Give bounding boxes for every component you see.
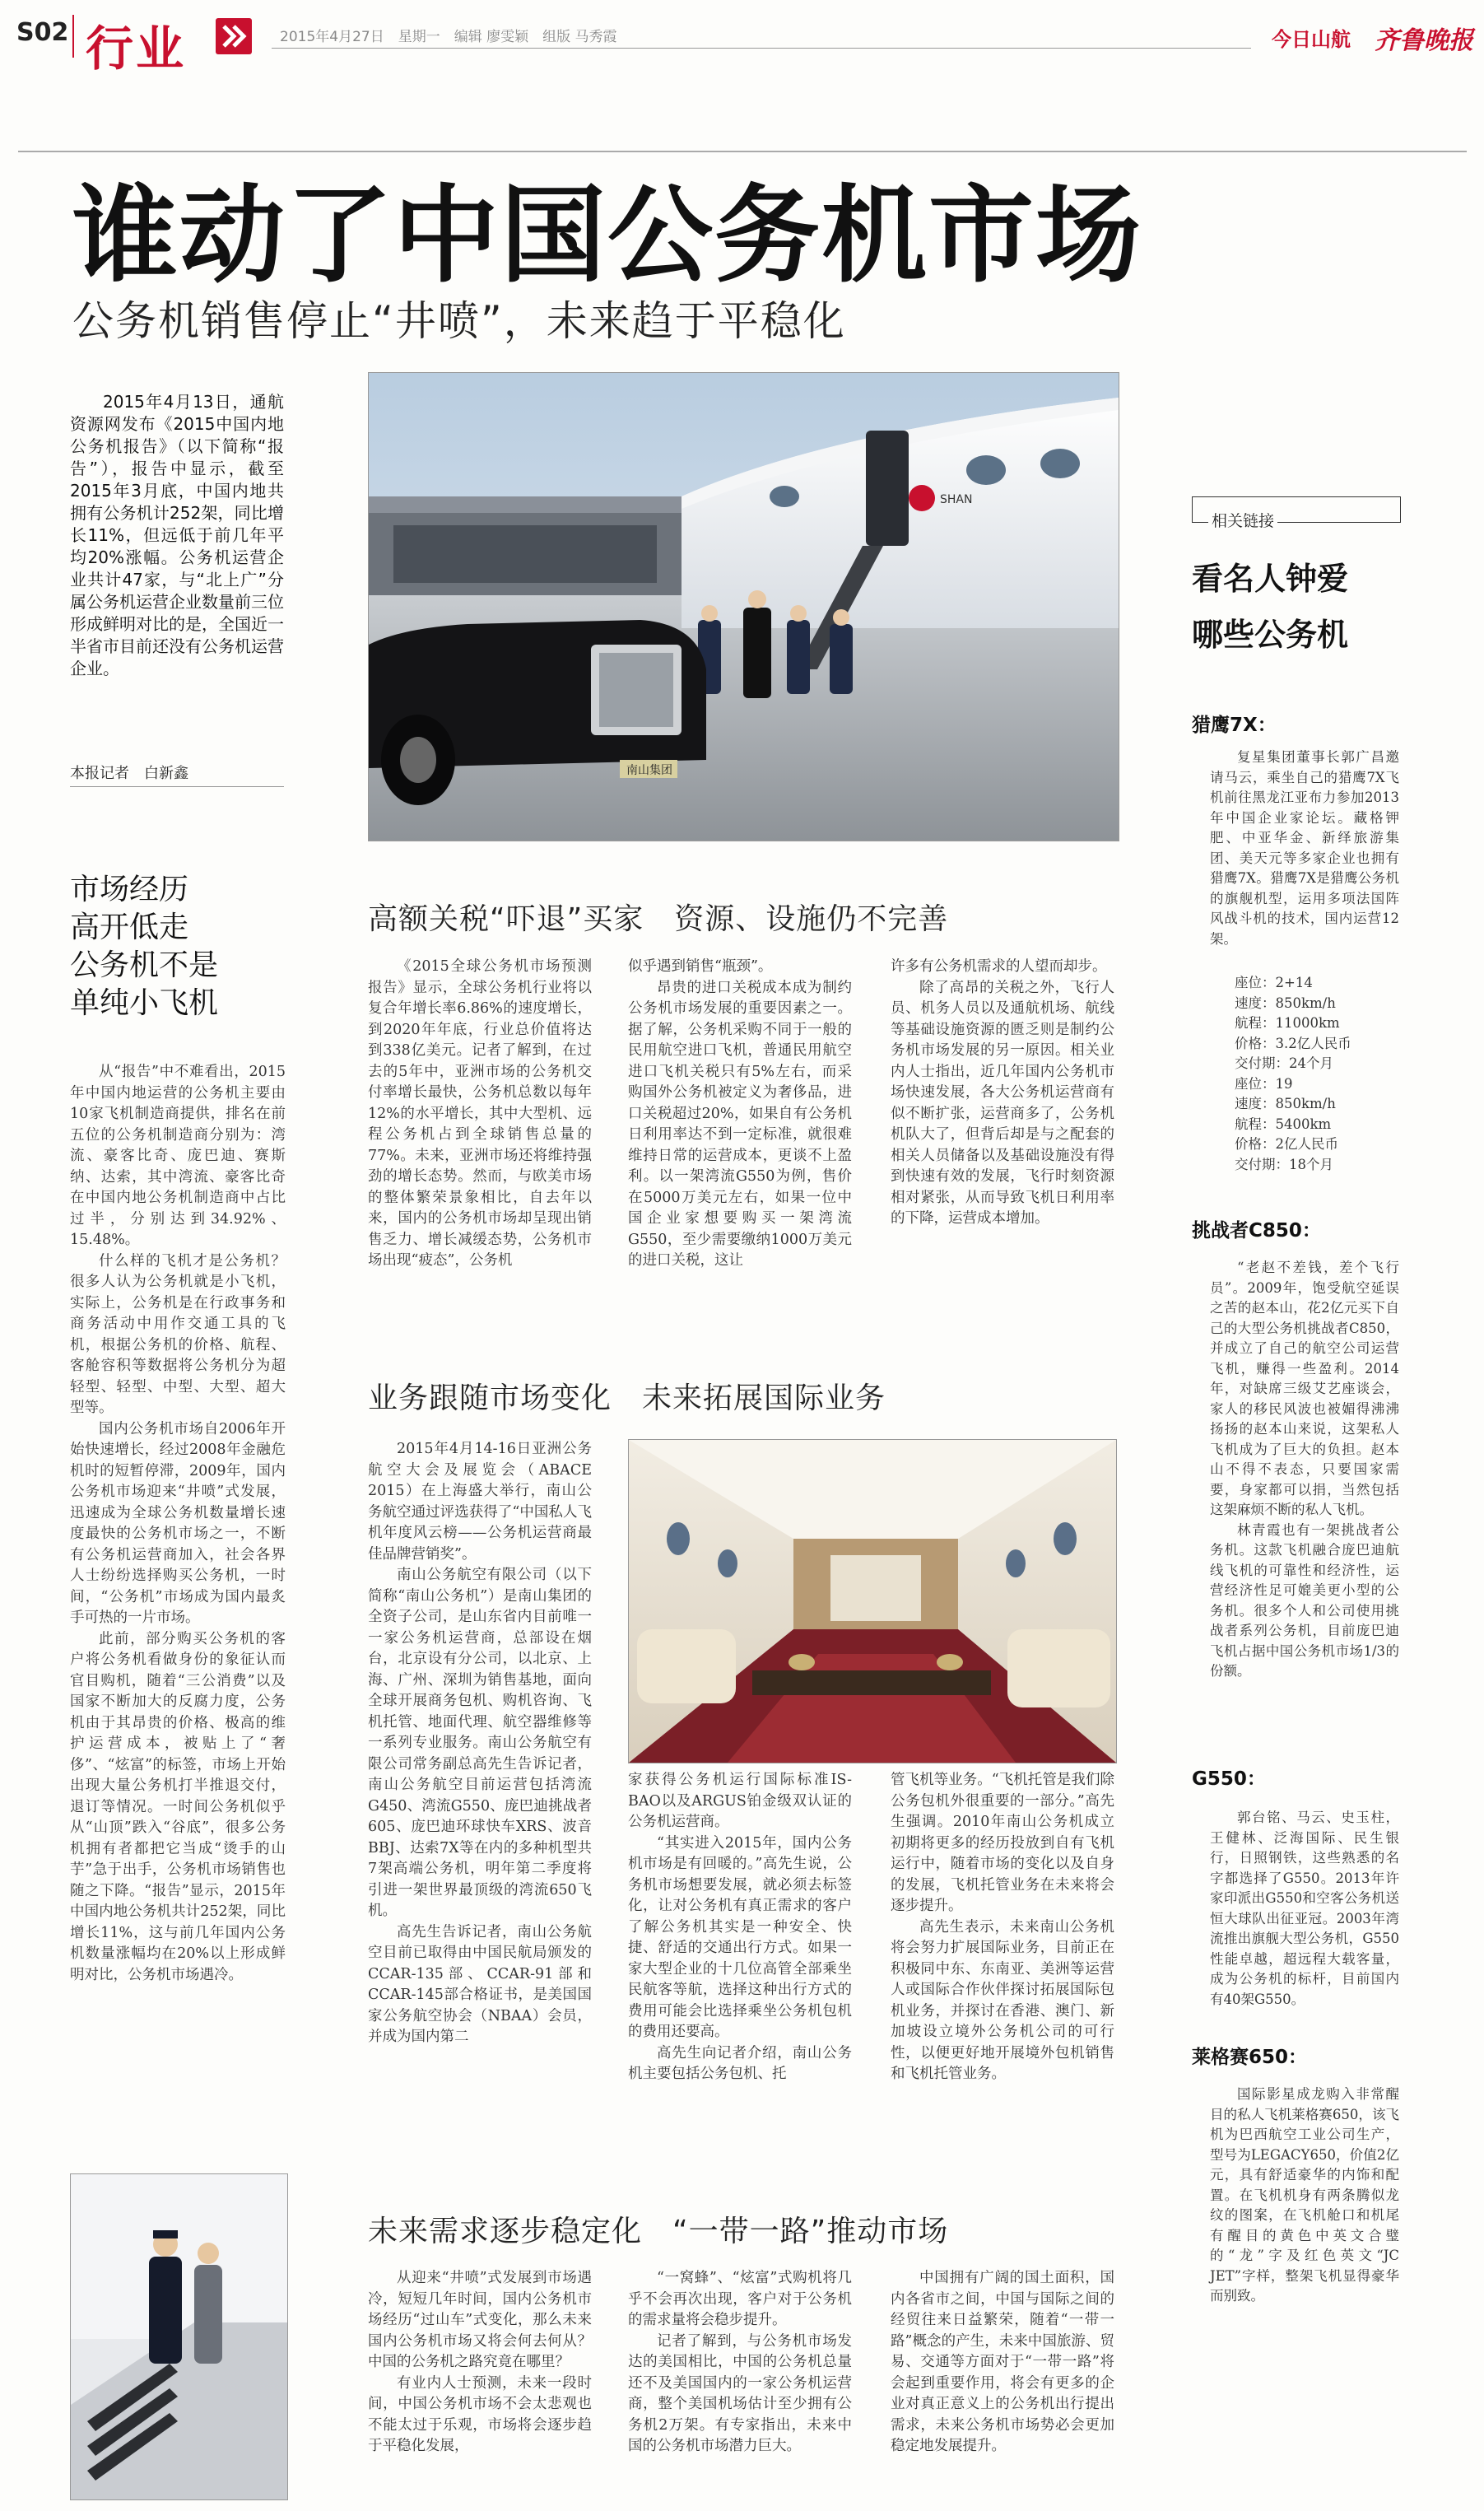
- sidebar-item-text: “老赵不差钱，差个飞行员”。2009年，饱受航空延误之苦的赵本山，花2亿元买下自己的大型公务机挑战者C850，并成立了自己的航空公司运营飞机，赚得一些盈利。2014年，对缺席三级艾艺座谈会，家人的移民风波也被媚得沸沸扬扬的赵本山来说，这架私人飞机成为了巨大的负担。赵本山不得不表态，只要国家需要，身家都可以捐，当然包括这架麻烦不断的私人飞机。 林青霞也有一架挑战者公务机。这款飞机融合庞巴迪航线飞机的可靠性和经济性，运营经济性足可媲美更小型的公务机。很多个人和公司使用挑战者系列公务机，目前庞巴迪飞机占据中国公务机市场1/3的份额。: [1210, 1260, 1399, 1679]
- crew-boarding-photo: [70, 2173, 288, 2500]
- section1-col-3: 许多有公务机需求的人望而却步。 除了高昂的关税之外，飞行人员、机务人员以及通航机场、航线等基础设施资源的匮乏则是制约公务机市场发展的另一原因。相关业内人士指出，近几年国内公务机市场快速发展，各大公务机运营商有似不断扩张，运营商多了，公务机机队大了，但背后却是与之配套的相关人员储备以及基础设施没有得到快速有效的发展，飞行时刻资源相对紧张，从而导致飞机日利用率的下降，运营成本增加。: [891, 958, 1114, 1227]
- section2-col-2: 家获得公务机运行国际标准IS-BAO以及ARGUS铂金级双认证的公务机运营商。 “其实进入2015年，国内公务机市场是有回暖的。”高先生说，公务机市场想要发展，就必须去标签化，让对公务机有真正需求的客户了解公务机其实是一种安全、快捷、舒适的交通出行方式。如果一家大型企业的十几位高管全部乘坐民航客等航，选择这种出行方式的费用可能会比选择乘坐公务机包机的费用还要高。 高先生向记者介绍，南山公务机主要包括公务包机、托: [628, 1772, 852, 2082]
- sidebar-item-name: 挑战者C850：: [1192, 1220, 1321, 1242]
- section3-title: 未来需求逐步稳定化 “一带一路”推动市场: [368, 2215, 949, 2248]
- left-section-body: 从“报告”中不难看出，2015年中国内地运营的公务机主要由10家飞机制造商提供，排名在前五位的公务机制造商分别为：湾流、豪客比奇、庞巴迪、赛斯纳、达索，其中湾流、豪客比奇在中国内地公务机制造商中占比过半，分别达到34.92%、15.48%。 什么样的飞机才是公务机？很多人认为公务机就是小飞机，实际上，公务机是在行政事务和商务活动中用作交通工具的飞机，根据公务机的价格、航程、客舱容积等数据将公务机分为超轻型、轻型、中型、大型、超大型等。 国内公务机市场自2006年开始快速增长，经过2008年金融危机时的短暂停滞，2009年，国内公务机市场迎来“井喷”式发展，迅速成为全球公务机数量增长速度最快的公务机市场之一，不断有公务机运营商加入，社会各界人士纷纷选择购买公务机，一时间，“公务机”市场成为国内最炙手可热的一片市场。 此前，部分购买公务机的客户将公务机看做身份的象征认而官目购机，随着“三公消费”以及国家不断加大的反腐力度，公务机由于其昂贵的价格、极高的维护运营成本，被贴上了“奢侈”、“炫富”的标签，市场上开始出现大量公务机打半推退交付，退订等情况。一时间公务机似乎从“山顶”跌入“谷底”，很多公务机拥有者都把它当成“烫手的山芋”急于出手，公务机市场销售也随之下降。“报告”显示，2015年中国内地公务机共计252架，同比增长11%，这与前几年国内公务机数量涨幅均在20%以上形成鲜明对比，公务机市场遇冷。: [70, 1064, 286, 1983]
- spec-list: [1235, 973, 1399, 1175]
- paper-name: 齐鲁晚报: [1375, 26, 1473, 55]
- masthead-rule: [272, 48, 1251, 49]
- sidebar-item-name: G550：: [1192, 1768, 1266, 1790]
- masthead-divider: [72, 15, 74, 58]
- section3-col-2: “一窝蜂”、“炫富”式购机将几乎不会再次出现，客户对于公务机的需求量将会稳步提升。 记者了解到，与公务机市场发达的美国相比，中国的公务机总量还不及美国国内的一家公务机运营商，整个美国机场估计至少拥有公务机2万架。有专家指出，未来中国的公务机市场潜力巨大。: [628, 2270, 852, 2454]
- sidebar-item-text: 国际影星成龙购入非常醒目的私人飞机莱格赛650，该飞机为巴西航空工业公司生产，型号为LEGACY650，价值2亿元，具有舒适豪华的内饰和配置。在飞机机身有两条腾似龙纹的图案，在飞机舱口和机尾有醒目的黄色中英文合璧的“龙”字及红色英文“JC JET”字样，整架飞机显得豪华而别致。: [1210, 2086, 1399, 2304]
- spec-line: 座位：2+14: [1235, 975, 1313, 990]
- section1-title: 高额关税“吓退”买家 资源、设施仍不完善: [368, 902, 949, 936]
- byline: 本报记者 白新鑫: [70, 765, 188, 782]
- left-section-title: 市场经历 高开低走 公务机不是 单纯小飞机: [70, 873, 219, 1020]
- section-label: 行业: [86, 21, 187, 77]
- lead-text: 2015年4月13日，通航资源网发布《2015中国内地公务机报告》（以下简称“报告”），报告中显示，截至2015年3月底，中国内地共拥有公务机计252架，同比增长11%，但远低于前几年平均20%涨幅。公务机运营企业共计47家，与“北上广”分属公务机运营企业数量前三位形成鲜明对比的是，全国近一半省市目前还没有公务机运营企业。: [70, 392, 284, 678]
- spec-line: 速度：850km/h: [1235, 1096, 1336, 1111]
- sidebar-label: 相关链接: [1208, 509, 1277, 531]
- section2-col-1: 2015年4月14-16日亚洲公务航空大会及展览会（ABACE 2015）在上海盛大举行，南山公务航空通过评选获得了“中国私人飞机年度风云榜——公务机运营商最佳品牌营销奖”。 南山公务航空有限公司（以下简称“南山公务机”）是南山集团的全资子公司，是山东省内目前唯一一家公务机运营商，总部设在烟台，北京设有分公司，以北京、上海、广州、深圳为销售基地，面向全球开展商务包机、购机咨询、飞机托管、地面代理、航空器维修等一系列专业服务。南山公务航空有限公司常务副总高先生告诉记者，南山公务航空目前运营包括湾流G450、湾流G550、庞巴迪挑战者605、庞巴迪环球快车XRS、波音BBJ、达索7X等在内的多种机型共7架高端公务机，明年第二季度将引进一架世界最顶级的湾流650飞机。 高先生告诉记者，南山公务航空目前已取得由中国民航局颁发的CCAR-135部、CCAR-91部和CCAR-145部合格证书，是美国国家公务航空协会（NBAA）会员，并成为国内第二: [368, 1441, 592, 2045]
- sidebar-item-text: 复星集团董事长郭广昌邀请马云，乘坐自己的猎鹰7X飞机前往黑龙江亚布力参加2013年中国企业家论坛。藏格钾肥、中亚华金、新绎旅游集团、美天元等多家企业也拥有猎鹰7X。猎鹰7X是猎鹰公务机的旗舰机型，运用多项法国阵风战斗机的技术，国内运营12架。: [1210, 749, 1399, 947]
- spec-line: 座位：19: [1235, 1075, 1293, 1092]
- jet-logo-text: SHAN: [940, 493, 973, 506]
- section3-col-1: 从迎来“井喷”式发展到市场遇冷，短短几年时间，国内公务机市场经历“过山车”式变化，那么未来国内公务机市场又将会何去何从？中国的公务机之路究竟在哪里？ 有业内人士预测，未来一段时间，中国公务机市场不会太悲观也不能太过于乐观，市场将会逐步趋于平稳化发展，: [368, 2270, 592, 2454]
- byline-rule: [70, 786, 284, 787]
- spec-line: 航程：11000km: [1235, 1015, 1340, 1031]
- spec-line: 交付期：18个月: [1235, 1156, 1333, 1172]
- main-jet-photo: [368, 372, 1119, 841]
- masthead: [0, 0, 1484, 78]
- page-number: S02: [16, 18, 69, 47]
- spec-line: 价格：2亿人民币: [1235, 1136, 1338, 1152]
- spec-line: 交付期：24个月: [1235, 1055, 1333, 1071]
- spec-line: 速度：850km/h: [1235, 995, 1336, 1011]
- spec-line: 价格：3.2亿人民币: [1235, 1035, 1351, 1051]
- date-line: 2015年4月27日 星期一 编辑 廖雯颖 组版 马秀霞: [280, 29, 617, 45]
- double-chevron-icon: [216, 18, 252, 54]
- section2-title: 业务跟随市场变化 未来拓展国际业务: [368, 1381, 886, 1415]
- lead-paragraph: [70, 391, 284, 680]
- car-plate-text: 南山集团: [626, 764, 672, 777]
- section1-col-2: 似乎遇到销售“瓶颈”。 昂贵的进口关税成本成为制约公务机市场发展的重要因素之一。据了解，公务机采购不同于一般的民用航空进口飞机，普通民用航空进口飞机关税只有5%左右，而采购国外公务机被定义为奢侈品，进口关税超过20%，如果自有公务机日利用率达不到一定标准，就很难维持日常的运营成本，更谈不上盈利。以一架湾流G550为例，售价在5000万美元左右，如果一位中国企业家想要购买一架湾流G550，至少需要缴纳1000万美元的进口关税，这让: [628, 958, 852, 1269]
- section1-col-1: 《2015全球公务机市场预测报告》显示，全球公务机行业将以复合年增长率6.86%的速度增长，到2020年年底，行业总价值将达到338亿美元。记者了解到，在过去的5年中，亚洲市场的公务机交付率增长最快，公务机总数以每年12%的水平增长，其中大型机、远程公务机占到全球销售总量的77%。未来，亚洲市场还将维持强劲的增长态势。然而，与欧美市场的整体繁荣景象相比，自去年以来，国内的公务机市场却呈现出销售乏力、增长减缓态势，公务机市场出现“疲态”，公务机: [368, 958, 592, 1269]
- sidebar-item-name: 猎鹰7X：: [1192, 715, 1277, 736]
- sidebar-title-line-1: 看名人钟爱: [1192, 561, 1349, 597]
- spec-line: 航程：5400km: [1235, 1116, 1332, 1132]
- edition-name: 今日山航: [1272, 28, 1351, 51]
- sidebar-title-line-2: 哪些公务机: [1192, 617, 1349, 653]
- top-rule: [18, 151, 1467, 152]
- page-subtitle: 公务机销售停止“井喷”，未来趋于平稳化: [72, 297, 846, 345]
- section2-col-3: 管飞机等业务。“飞机托管是我们除公务包机外很重要的一部分。”高先生强调。2010年南山公务机成立初期将更多的经历投放到自有飞机运行中，随着市场的变化以及自身的发展，飞机托管业务在未来将会逐步提升。 高先生表示，未来南山公务机将会努力扩展国际业务，目前正在积极同中东、东南亚、美洲等运营人或国际合作伙伴探讨拓展国际包机业务，并探讨在香港、澳门、新加坡设立境外公务机公司的可行性，以便更好地开展境外包机销售和飞机托管业务。: [891, 1772, 1114, 2082]
- page-title: 谁动了中国公务机市场: [72, 175, 1143, 297]
- sidebar-item-name: 莱格赛650：: [1192, 2047, 1308, 2068]
- section3-col-3: 中国拥有广阔的国土面积，国内各省市之间，中国与国际之间的经贸往来日益繁荣，随着“一带一路”概念的产生，未来中国旅游、贸易、交通等方面对于“一带一路”将会起到重要作用，将会有更多的企业对真正意义上的公务机出行提出需求，未来公务机市场势必会更加稳定地发展提升。: [891, 2270, 1114, 2454]
- cabin-interior-photo: [628, 1439, 1117, 1763]
- sidebar-item-text: 郭台铭、马云、史玉柱，王健林、泛海国际、民生银行，日照钢铁，这些熟悉的名字都选择了G550。2013年许家印派出G550和空客公务机送恒大球队出征亚冠。2003年湾流推出旗舰大型公务机，G550性能卓越，超远程大载客量，成为公务机的标杆，目前国内有40架G550。: [1210, 1810, 1399, 2007]
